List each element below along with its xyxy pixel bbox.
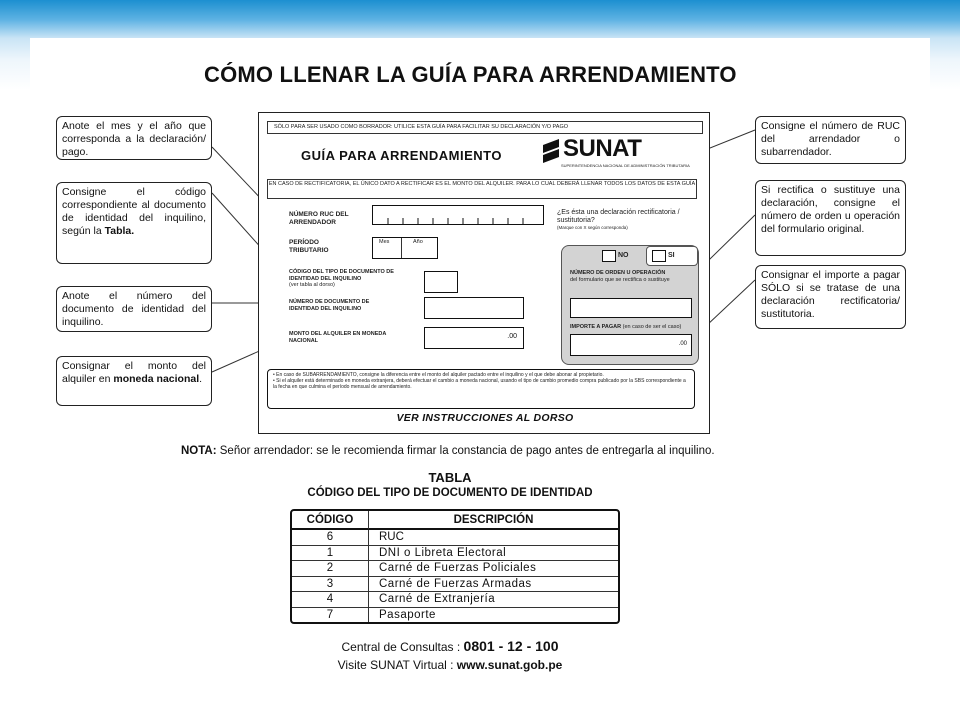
document-type-table bbox=[290, 509, 620, 624]
form-orden-sub: del formulario que se rectifica o sustituye bbox=[570, 276, 670, 283]
form-codigo-input[interactable] bbox=[424, 271, 458, 293]
form-no-checkbox[interactable] bbox=[602, 250, 616, 262]
callout-numero-doc-text: Anote el número del documento de identidad del inquilino. bbox=[62, 290, 206, 328]
callout-codigo-bold: Tabla. bbox=[104, 225, 135, 237]
callout-importe-text: Consignar el importe a pagar SÓLO si se tratase de una declaración rectificatoria/ sustitutoria. bbox=[761, 269, 900, 320]
form-anio-label: Año bbox=[413, 239, 423, 245]
table-row bbox=[292, 577, 618, 593]
callout-monto bbox=[56, 356, 212, 406]
consultas-number: 0801 - 12 - 100 bbox=[463, 638, 559, 654]
callout-numero-doc bbox=[56, 286, 212, 332]
form-monto-input[interactable] bbox=[424, 327, 524, 349]
consultas-label: Central de Consultas : bbox=[341, 640, 464, 654]
callout-codigo bbox=[56, 182, 212, 264]
form-guia-title: GUÍA PARA ARRENDAMIENTO bbox=[301, 148, 502, 163]
nota-label: NOTA: bbox=[181, 445, 217, 457]
header-descripcion: DESCRIPCIÓN bbox=[369, 511, 618, 530]
form-numdoc-label: NÚMERO DE DOCUMENTO DE IDENTIDAD DEL INQUILINO bbox=[289, 299, 370, 312]
form-numdoc-input[interactable] bbox=[424, 297, 524, 319]
form-note-2: • Si el alquiler está determinado en moneda extranjera, deberá efectuar el cambio a moneda nacional, usando el tipo de cambio promedio compra publicado por la SBS correspondiente a la fecha en que culmina el período mensual de arrendamiento. bbox=[273, 378, 686, 390]
form-importe-cents: .00 bbox=[678, 341, 687, 347]
form-rect-panel bbox=[561, 245, 699, 365]
sunat-link[interactable]: www.sunat.gob.pe bbox=[456, 658, 563, 672]
cell-descripcion: Carné de Fuerzas Armadas bbox=[369, 577, 618, 593]
form-question-text: ¿Es ésta una declaración rectificatoria / sustitutoria? bbox=[557, 209, 680, 224]
cell-codigo: 6 bbox=[292, 530, 369, 546]
form-periodo-label: PERÍODO TRIBUTARIO bbox=[289, 239, 329, 254]
header-codigo: CÓDIGO bbox=[292, 511, 369, 530]
callout-monto-post: . bbox=[199, 373, 203, 385]
central-consultas bbox=[0, 638, 900, 654]
callout-rectifica bbox=[755, 180, 906, 256]
callout-rectifica-text: Si rectifica o sustituye una declaración, consigne el número de orden u operación del formulario original. bbox=[761, 184, 900, 235]
cell-descripcion: Pasaporte bbox=[379, 608, 436, 621]
form-importe-sub: (en caso de ser el caso) bbox=[622, 324, 682, 330]
callout-codigo-text: Consigne el código correspondiente al documento de identidad del inquilino, según la bbox=[62, 186, 206, 237]
callout-monto-bold: moneda nacional bbox=[113, 373, 200, 385]
page-title: CÓMO LLENAR LA GUÍA PARA ARRENDAMIENTO bbox=[204, 62, 737, 87]
form-orden-label bbox=[570, 270, 690, 283]
form-ruc-input[interactable] bbox=[372, 205, 544, 225]
cell-codigo: 1 bbox=[292, 546, 369, 562]
table-row bbox=[292, 592, 618, 608]
form-instrucciones: VER INSTRUCCIONES AL DORSO bbox=[396, 412, 574, 424]
form-mes-label: Mes bbox=[379, 239, 390, 245]
cell-codigo: 3 bbox=[292, 577, 369, 593]
visite-sunat bbox=[0, 658, 900, 672]
form-si-label: SI bbox=[668, 252, 675, 259]
form-note-1: • En caso de SUBARRENDAMIENTO, consigne la diferencia entre el monto del alquiler pactado entre el inquilino y el que debe abonar al propietario. bbox=[273, 372, 604, 378]
callout-importe bbox=[755, 265, 906, 329]
form-question-sub: (Marque con X según corresponda) bbox=[557, 225, 628, 230]
callout-mes-anio-text: Anote el mes y el año que corresponda a la declaración/ pago. bbox=[62, 120, 206, 158]
table-header-row bbox=[292, 511, 618, 530]
sunat-logo-sub: SUPERINTENDENCIA NACIONAL DE ADMINISTRACIÓN TRIBUTARIA bbox=[561, 163, 690, 168]
callout-mes-anio bbox=[56, 116, 212, 160]
callout-monto-text: Consignar el monto del alquiler en bbox=[62, 360, 206, 385]
form-si-checkbox[interactable] bbox=[652, 250, 666, 262]
form-periodo-input[interactable] bbox=[372, 237, 438, 259]
form-top-notice: SÓLO PARA SER USADO COMO BORRADOR: UTILICE ESTA GUÍA PARA FACILITAR SU DECLARACIÓN Y/O PAGO bbox=[267, 121, 703, 134]
form-importe-input[interactable] bbox=[570, 334, 692, 356]
form-importe-label bbox=[570, 324, 690, 331]
form-ruc-label: NÚMERO RUC DEL ARRENDADOR bbox=[289, 211, 349, 226]
cell-descripcion: DNI o Libreta Electoral bbox=[369, 546, 618, 562]
callout-ruc-text: Consigne el número de RUC del arrendador o subarrendador. bbox=[761, 120, 900, 158]
cell-codigo: 7 bbox=[292, 608, 369, 623]
tabla-subtitle: CÓDIGO DEL TIPO DE DOCUMENTO DE IDENTIDAD bbox=[307, 487, 593, 499]
form-question bbox=[557, 209, 697, 232]
cell-codigo: 2 bbox=[292, 561, 369, 577]
sunat-logo-text: SUNAT bbox=[563, 135, 642, 162]
table-row bbox=[292, 546, 618, 562]
table-row bbox=[292, 530, 618, 546]
form-monto-cents: .00 bbox=[507, 333, 517, 340]
form-codigo-sub: (ver tabla al dorso) bbox=[289, 282, 335, 288]
form-codigo-label bbox=[289, 269, 414, 289]
tabla-title: TABLA bbox=[428, 470, 472, 485]
form-monto-label: MONTO DEL ALQUILER EN MONEDA NACIONAL bbox=[289, 331, 387, 344]
nota-text: Señor arrendador: se le recomienda firmar la constancia de pago antes de entregarla al inquilino. bbox=[216, 445, 715, 457]
visite-label: Visite SUNAT Virtual : bbox=[337, 658, 457, 672]
form-rect-notice: EN CASO DE RECTIFICATORIA, EL ÚNICO DATO A RECTIFICAR ES EL MONTO DEL ALQUILER. PARA LO CUAL DEBERÁ LLENAR TODOS LOS DATOS DE ESTA GUÍA bbox=[267, 179, 697, 199]
form-codigo-label-text: CÓDIGO DEL TIPO DE DOCUMENTO DE IDENTIDAD DEL INQUILINO bbox=[289, 269, 394, 282]
table-row bbox=[292, 561, 618, 577]
guia-form bbox=[258, 112, 710, 434]
cell-descripcion: Carné de Extranjería bbox=[369, 592, 618, 608]
callout-ruc bbox=[755, 116, 906, 164]
form-notes bbox=[267, 369, 695, 409]
table-row bbox=[292, 608, 618, 623]
sunat-logo-icon bbox=[541, 137, 561, 165]
form-orden-input[interactable] bbox=[570, 298, 692, 318]
form-no-label: NO bbox=[618, 252, 629, 259]
cell-codigo: 4 bbox=[292, 592, 369, 608]
nota-line bbox=[181, 445, 715, 457]
cell-descripcion: Carné de Fuerzas Policiales bbox=[369, 561, 618, 577]
cell-descripcion: RUC bbox=[369, 530, 618, 546]
form-orden-label-text: NÚMERO DE ORDEN U OPERACIÓN bbox=[570, 270, 666, 276]
form-importe-label-text: IMPORTE A PAGAR bbox=[570, 324, 622, 330]
